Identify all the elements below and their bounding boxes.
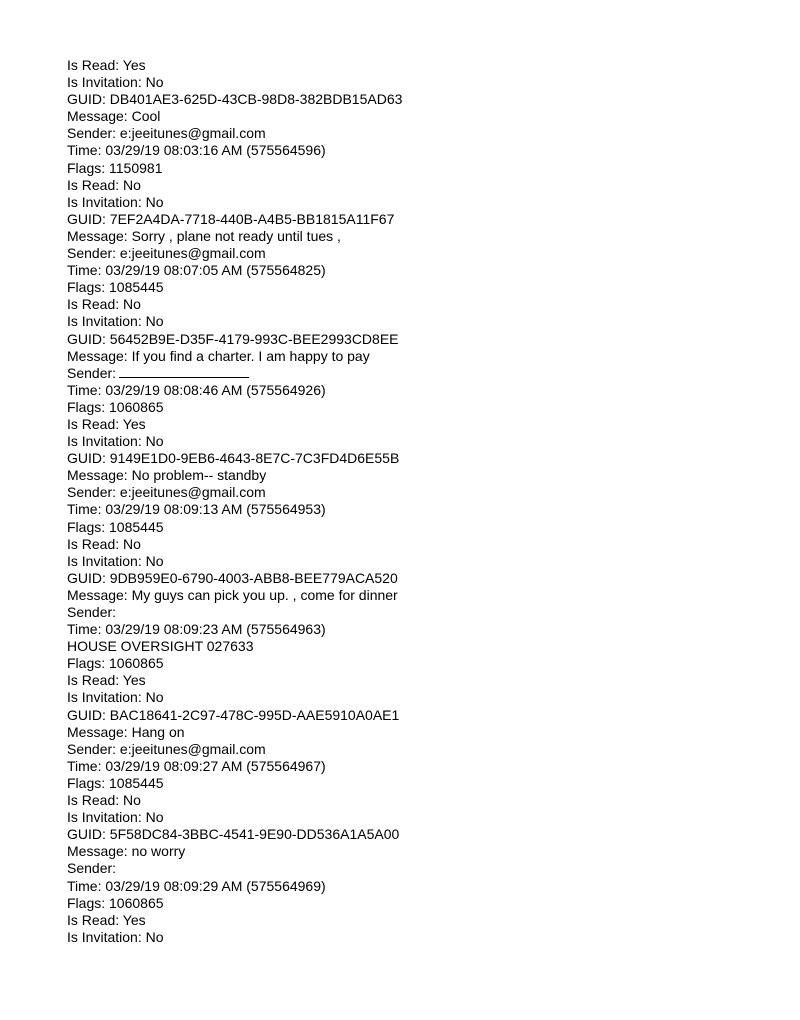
log-line-text: Sender: e:jeeitunes@gmail.com xyxy=(67,740,266,757)
log-line xyxy=(67,399,767,416)
log-line-text: Is Read: Yes xyxy=(67,415,146,432)
log-line-text: GUID: 5F58DC84-3BBC-4541-9E90-DD536A1A5A00 xyxy=(67,826,400,843)
log-line xyxy=(67,142,767,159)
log-line xyxy=(67,382,767,399)
log-line xyxy=(67,194,767,211)
log-line-text: Sender: e:jeeitunes@gmail.com xyxy=(67,125,266,142)
log-line-text: Is Invitation: No xyxy=(67,193,164,210)
log-line xyxy=(67,467,767,484)
log-line xyxy=(67,672,767,689)
log-line-text: Is Read: No xyxy=(67,176,141,193)
log-line xyxy=(67,536,767,553)
log-line-text: Message: No problem-- standby xyxy=(67,467,267,484)
log-line-text: Message: If you find a charter. I am happy to pay xyxy=(67,347,370,364)
log-line-text: Is Invitation: No xyxy=(67,689,164,706)
log-line xyxy=(67,416,767,433)
log-line-text: Is Read: No xyxy=(67,296,141,313)
log-line-text: Time: 03/29/19 08:09:29 AM (575564969) xyxy=(67,877,326,894)
log-line-text: Is Invitation: No xyxy=(67,74,164,91)
log-line xyxy=(67,792,767,809)
log-line-text: Is Invitation: No xyxy=(67,809,164,826)
log-line-text: Is Invitation: No xyxy=(67,928,164,945)
log-line-text: GUID: 9DB959E0-6790-4003-ABB8-BEE779ACA520 xyxy=(67,569,398,586)
log-line xyxy=(67,125,767,142)
log-line xyxy=(67,313,767,330)
log-line xyxy=(67,707,767,724)
log-line xyxy=(67,57,767,74)
log-line xyxy=(67,758,767,775)
log-line-text: Time: 03/29/19 08:09:23 AM (575564963) xyxy=(67,621,326,638)
log-line-text: Flags: 1060865 xyxy=(67,655,164,672)
log-line-text: GUID: BAC18641-2C97-478C-995D-AAE5910A0AE1 xyxy=(67,706,400,723)
log-line xyxy=(67,279,767,296)
log-line-text: Time: 03/29/19 08:03:16 AM (575564596) xyxy=(67,142,326,159)
log-line xyxy=(67,621,767,638)
log-line-text: Flags: 1085445 xyxy=(67,518,164,535)
log-line xyxy=(67,519,767,536)
log-line xyxy=(67,689,767,706)
log-line xyxy=(67,809,767,826)
log-line xyxy=(67,655,767,672)
log-line xyxy=(67,91,767,108)
log-line xyxy=(67,160,767,177)
log-line xyxy=(67,348,767,365)
log-line-text: Is Read: Yes xyxy=(67,57,146,73)
log-line xyxy=(67,912,767,929)
log-line-text: Time: 03/29/19 08:09:13 AM (575564953) xyxy=(67,501,326,518)
log-line-text: Is Read: No xyxy=(67,792,141,809)
message-log-document xyxy=(67,57,767,946)
log-line-text: Message: Sorry , plane not ready until tues , xyxy=(67,227,341,244)
log-line xyxy=(67,604,767,621)
log-line-text: Time: 03/29/19 08:07:05 AM (575564825) xyxy=(67,262,326,279)
log-line xyxy=(67,450,767,467)
log-line-text: Time: 03/29/19 08:08:46 AM (575564926) xyxy=(67,381,326,398)
log-line xyxy=(67,843,767,860)
log-line xyxy=(67,74,767,91)
log-line xyxy=(67,570,767,587)
log-line xyxy=(67,501,767,518)
log-line-text: Message: My guys can pick you up. , come for dinner xyxy=(67,586,398,603)
log-line-text: Is Read: Yes xyxy=(67,672,146,689)
log-line xyxy=(67,741,767,758)
log-line-text: Sender: xyxy=(67,364,117,381)
log-line-text: Flags: 1060865 xyxy=(67,894,164,911)
log-line-text: Flags: 1150981 xyxy=(67,159,163,176)
log-line xyxy=(67,638,767,655)
log-line-text: Message: no worry xyxy=(67,843,186,860)
log-line xyxy=(67,211,767,228)
log-line xyxy=(67,108,767,125)
log-line xyxy=(67,553,767,570)
log-line xyxy=(67,177,767,194)
log-line xyxy=(67,296,767,313)
log-line-text: Sender: xyxy=(67,860,117,877)
log-line-text: Message: Cool xyxy=(67,108,161,125)
log-line xyxy=(67,895,767,912)
log-line-text: Time: 03/29/19 08:09:27 AM (575564967) xyxy=(67,757,326,774)
log-line xyxy=(67,433,767,450)
log-line-text: Is Invitation: No xyxy=(67,433,164,450)
log-line xyxy=(67,587,767,604)
log-line xyxy=(67,245,767,262)
log-line xyxy=(67,929,767,946)
log-line-text: GUID: DB401AE3-625D-43CB-98D8-382BDB15AD63 xyxy=(67,91,403,108)
log-line xyxy=(67,724,767,741)
log-line-text: Flags: 1060865 xyxy=(67,398,164,415)
redaction-line xyxy=(119,377,249,378)
log-line-text: Sender: xyxy=(67,604,117,620)
log-line xyxy=(67,860,767,877)
log-line-text: Is Read: No xyxy=(67,535,141,552)
log-line-text: GUID: 7EF2A4DA-7718-440B-A4B5-BB1815A11F67 xyxy=(67,210,395,227)
log-line-text: Sender: e:jeeitunes@gmail.com xyxy=(67,484,266,501)
log-line xyxy=(67,228,767,245)
log-line-text: GUID: 56452B9E-D35F-4179-993C-BEE2993CD8EE xyxy=(67,330,399,347)
log-line xyxy=(67,775,767,792)
log-line xyxy=(67,365,767,382)
log-line-text: Is Read: Yes xyxy=(67,911,146,928)
log-line xyxy=(67,331,767,348)
log-line-text: Is Invitation: No xyxy=(67,552,164,569)
log-line xyxy=(67,484,767,501)
log-line-text: GUID: 9149E1D0-9EB6-4643-8E7C-7C3FD4D6E55B xyxy=(67,450,400,467)
log-line-text: Flags: 1085445 xyxy=(67,279,164,296)
log-line xyxy=(67,826,767,843)
log-line xyxy=(67,262,767,279)
log-line-text: Message: Hang on xyxy=(67,723,185,740)
log-line-text: Is Invitation: No xyxy=(67,313,164,330)
log-line-text: Sender: e:jeeitunes@gmail.com xyxy=(67,245,266,262)
log-line xyxy=(67,878,767,895)
log-line-text: HOUSE OVERSIGHT 027633 xyxy=(67,638,254,655)
log-line-text: Flags: 1085445 xyxy=(67,774,164,791)
